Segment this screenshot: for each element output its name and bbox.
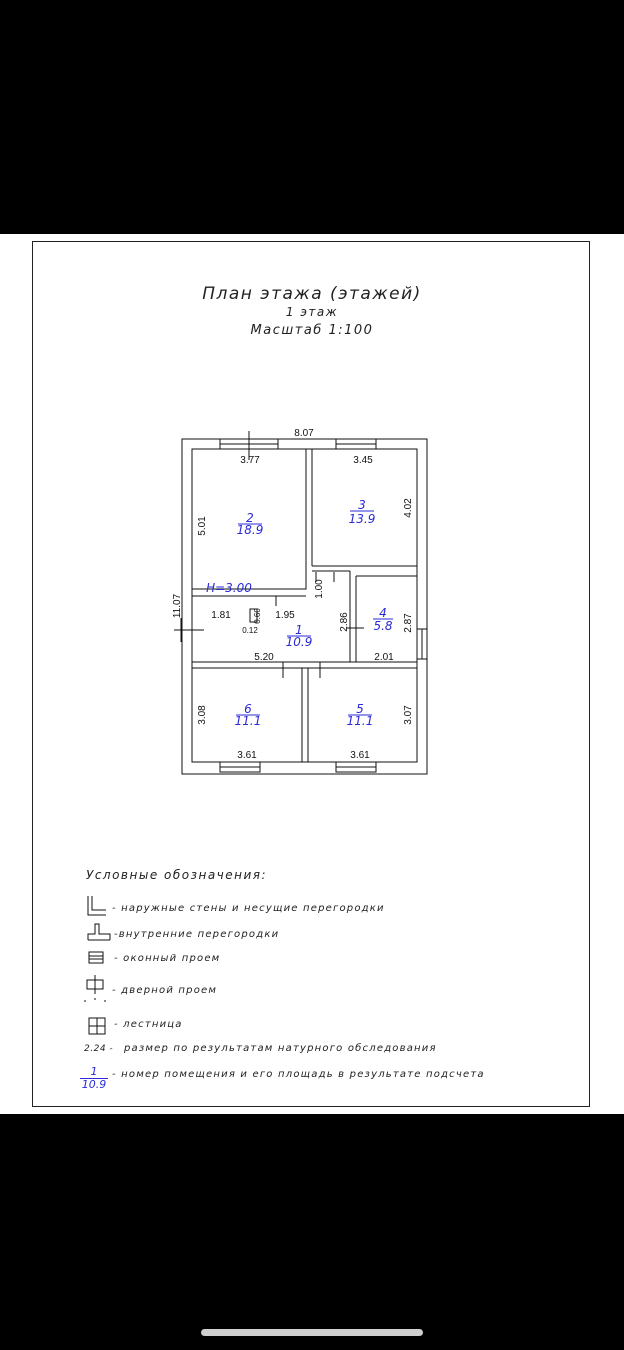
svg-text:10.9: 10.9 — [285, 635, 313, 649]
window-icon — [88, 950, 108, 968]
legend-outer-wall-text: - наружные стены и несущие перегородки — [112, 903, 385, 914]
legend-room-label-text: - номер помещения и его площадь в результате подсчета — [112, 1069, 485, 1080]
dim-room4-width: 2.01 — [374, 652, 394, 663]
svg-text:3: 3 — [358, 498, 366, 512]
ceiling-height-label: H=3.00 — [206, 581, 252, 595]
svg-text:13.9: 13.9 — [348, 512, 376, 526]
dim-overall-height: 11.07 — [172, 593, 183, 619]
dim-niche-b: 0.12 — [242, 626, 258, 635]
legend-window-text: - оконный проем — [114, 953, 221, 964]
floor-label: 1 этаж — [285, 305, 339, 319]
stairs-icon — [88, 1017, 108, 1037]
svg-text:1: 1 — [295, 623, 303, 637]
svg-text:18.9: 18.9 — [236, 523, 264, 537]
dim-room6-width: 3.61 — [237, 750, 257, 761]
door-icon — [84, 974, 110, 1006]
room-label-6 — [235, 702, 262, 728]
dim-room6-height: 3.08 — [197, 705, 208, 725]
drawing-sheet — [0, 234, 624, 1114]
dim-corridor-b: 1.95 — [275, 610, 295, 621]
dim-passage: 1.00 — [314, 579, 325, 599]
dim-room2-height: 5.01 — [197, 516, 208, 536]
svg-text:11.1: 11.1 — [234, 714, 262, 728]
dim-niche-a: 0.60 — [253, 608, 262, 624]
svg-text:6: 6 — [244, 702, 252, 716]
plan-title: План этажа (этажей) — [202, 284, 422, 304]
dim-room4-height: 2.87 — [403, 613, 414, 633]
dim-room3-height: 4.02 — [403, 498, 414, 518]
legend-door-text: - дверной проем — [112, 985, 218, 996]
dim-room3-width: 3.45 — [353, 455, 373, 466]
outer-wall-outer — [182, 439, 427, 774]
legend-inner-partition-text: -внутренние перегородки — [114, 929, 280, 940]
room-label-4 — [373, 606, 393, 633]
outer-wall-icon — [86, 895, 108, 917]
home-indicator[interactable] — [201, 1329, 423, 1336]
window-top-right — [336, 439, 376, 449]
room-label-sample-num: 1 — [80, 1066, 108, 1079]
dim-corridor-a: 1.81 — [211, 610, 231, 621]
svg-text:4: 4 — [379, 606, 387, 620]
svg-text:2: 2 — [246, 511, 254, 525]
legend-stairs-text: - лестница — [114, 1019, 183, 1030]
legend-title: Условные обозначения: — [86, 868, 268, 882]
dim-overall-width: 8.07 — [294, 428, 314, 439]
room-label-sample — [80, 1066, 108, 1091]
scale-label: Масштаб 1:100 — [250, 323, 374, 338]
dim-room2-width: 3.77 — [240, 455, 260, 466]
window-bottom-right — [336, 762, 376, 772]
room-label-3 — [349, 498, 376, 526]
dim-corridor-height: 2.86 — [339, 612, 350, 632]
room-label-2 — [237, 511, 264, 537]
inner-partition-icon — [86, 922, 116, 942]
legend-dimension-text: размер по результатам натурного обследования — [124, 1043, 437, 1054]
dimension-sample: 2.24 - — [84, 1044, 114, 1054]
window-right — [417, 629, 427, 659]
partition-room3 — [312, 566, 417, 571]
room-label-1 — [286, 623, 313, 649]
room-label-sample-area: 10.9 — [81, 1078, 107, 1091]
door-marks — [174, 431, 364, 678]
dim-corridor-width: 5.20 — [254, 652, 274, 663]
partition-room5-6 — [302, 668, 308, 762]
dim-room5-height: 3.07 — [403, 705, 414, 725]
svg-text:5.8: 5.8 — [373, 619, 393, 633]
svg-text:11.1: 11.1 — [346, 714, 374, 728]
window-bottom-left — [220, 762, 260, 772]
svg-text:5: 5 — [356, 702, 364, 716]
room-label-5 — [347, 702, 374, 728]
dim-room5-width: 3.61 — [350, 750, 370, 761]
